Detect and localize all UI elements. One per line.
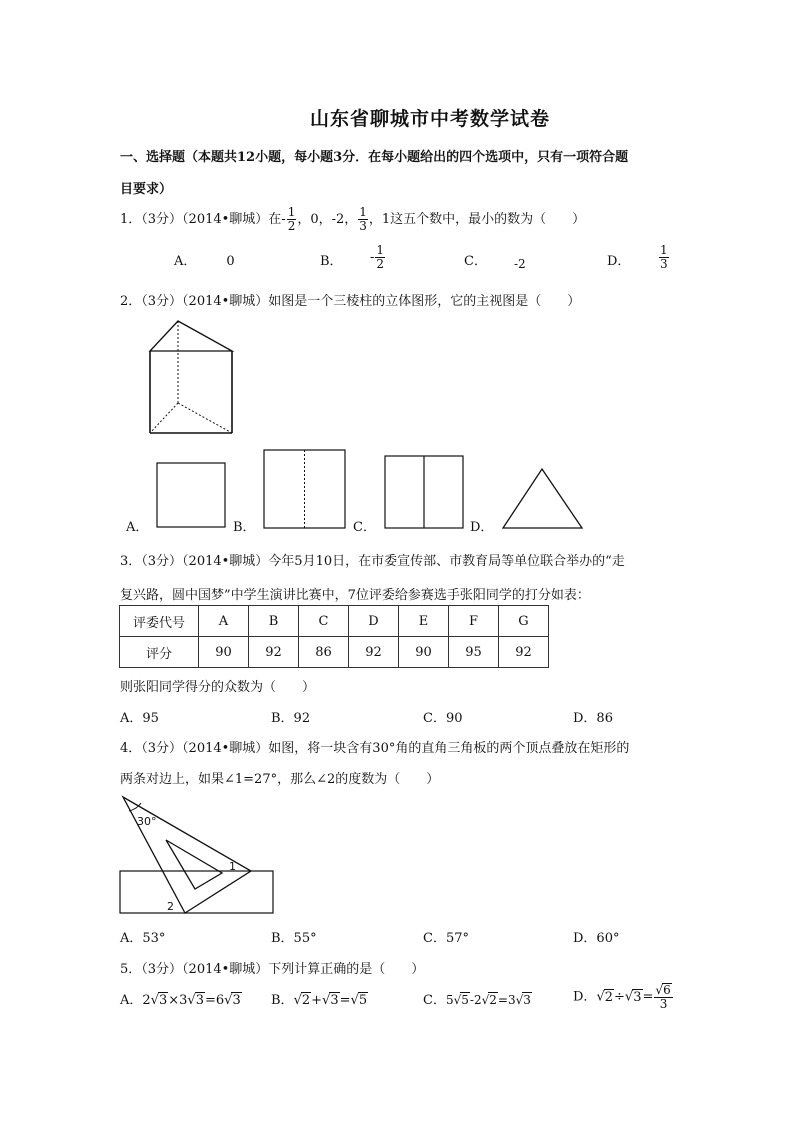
- q1-option-c-value: -2: [514, 257, 526, 271]
- q5-option-b-eq: =: [339, 993, 351, 1008]
- q5-option-c-label: C．: [423, 993, 446, 1008]
- q3-option-a[interactable]: A．95: [120, 711, 159, 726]
- q5-option-d[interactable]: D．√2÷√3= $\frac{√6}{3}$: [573, 983, 671, 1011]
- table-cell: 92: [249, 637, 299, 668]
- q5-option-c-radicand-3: 3: [523, 993, 531, 1007]
- table-row: [120, 606, 549, 637]
- question-1-stem: [120, 206, 585, 233]
- q5-option-b-label: B．: [271, 993, 294, 1008]
- q3-option-b[interactable]: B．92: [271, 711, 311, 726]
- q1-fraction-2-num: 1: [359, 205, 367, 219]
- question-4-stem-line1: 4．（3分）（2014•聊城）如图，将一块含有30°角的直角三角板的两个顶点叠放在矩形的: [120, 741, 630, 756]
- q5-option-b-radicand-1: 2: [301, 993, 311, 1008]
- q1-option-d-label: D．: [607, 254, 631, 269]
- table-cell: 86: [299, 637, 349, 668]
- table-cell: 90: [199, 637, 249, 668]
- question-3-stem-line1: 3．（3分）（2014•聊城）今年5月10日，在市委宣传部、市教育局等单位联合举办的“走: [120, 554, 625, 569]
- q2-option-b-rect-dashed: [263, 449, 347, 531]
- table-cell: D: [349, 606, 399, 637]
- table-cell: B: [249, 606, 299, 637]
- figure-angle-30-label: 30°: [137, 815, 157, 828]
- table-cell: E: [399, 606, 449, 637]
- q5-option-a-op: ×3: [168, 993, 188, 1008]
- q5-option-b-radicand-2: 3: [330, 993, 339, 1008]
- q5-option-a-coef: 2: [142, 993, 151, 1008]
- scores-table: [119, 605, 549, 668]
- q1-option-c[interactable]: [464, 250, 487, 269]
- q1-fraction-1-den: 2: [287, 219, 296, 233]
- q5-option-d-eq: =: [642, 989, 654, 1005]
- table-cell: 95: [449, 637, 499, 668]
- q1-suffix: ，1这五个数中，最小的数为（ ）: [368, 212, 586, 227]
- q5-option-d-radicand-1: 2: [604, 989, 614, 1005]
- table-row: [120, 637, 549, 668]
- q2-option-c-rect-solid: [384, 455, 465, 531]
- q1-option-a-label: A．: [174, 254, 197, 269]
- table-cell: G: [499, 606, 549, 637]
- q2-option-c[interactable]: C．: [353, 520, 376, 535]
- q5-option-b-radicand-3: 5: [358, 993, 368, 1008]
- question-2-stem: 2．（3分）（2014•聊城）如图是一个三棱柱的立体图形，它的主视图是（ ）: [120, 294, 581, 309]
- q1-mid: ，0，-2，: [297, 212, 358, 227]
- table-header-cell: 评分: [120, 637, 199, 668]
- q1-fraction-1-num: 1: [287, 205, 296, 219]
- q5-option-c-result: =3: [497, 993, 516, 1007]
- q5-option-a-radicand-2: 3: [195, 993, 204, 1008]
- q1-option-d-num: 1: [660, 243, 668, 257]
- table-cell: 92: [499, 637, 549, 668]
- q2-option-a-square: [156, 462, 228, 530]
- q5-option-a-radicand-1: 3: [158, 993, 168, 1008]
- q5-option-d-den: 3: [659, 997, 668, 1011]
- q1-option-b-num: 1: [376, 243, 385, 257]
- q1-fraction-2: [358, 206, 368, 233]
- q5-option-a-label: A．: [120, 993, 143, 1008]
- q2-option-a[interactable]: A．: [126, 520, 149, 535]
- q5-option-c-radicand-1: 5: [461, 993, 469, 1007]
- q1-option-b-den: 2: [376, 257, 385, 271]
- question-5-stem: 5．（3分）（2014•聊城）下列计算正确的是（ ）: [120, 962, 425, 977]
- q3-option-c[interactable]: C．90: [423, 711, 463, 726]
- q5-option-c-coef: 5: [445, 993, 454, 1007]
- q1-option-c-label: C．: [464, 254, 487, 269]
- q3-option-d[interactable]: D．86: [573, 711, 613, 726]
- table-header-cell: 评委代号: [120, 606, 199, 637]
- q5-option-d-label: D．: [573, 989, 597, 1005]
- q4-option-a[interactable]: A．53°: [120, 931, 166, 946]
- figure-angle-2-label: 2: [167, 900, 174, 913]
- q1-option-d-value: [658, 244, 670, 271]
- q5-option-c[interactable]: C．5√5-2√2=3√3: [423, 993, 531, 1008]
- page-title: 山东省聊城市中考数学试卷: [309, 108, 550, 130]
- table-cell: A: [199, 606, 249, 637]
- q4-option-d[interactable]: D．60°: [573, 931, 620, 946]
- table-cell: C: [299, 606, 349, 637]
- q2-option-d-triangle: [501, 466, 585, 531]
- question-3-stem-line3: 则张阳同学得分的众数为（ ）: [120, 680, 316, 695]
- q1-fraction-2-den: 3: [359, 219, 367, 233]
- triangle-rectangle-figure: [115, 793, 277, 919]
- table-cell: F: [449, 606, 499, 637]
- prism-figure: [140, 315, 240, 440]
- q5-option-b-op: +: [311, 993, 323, 1008]
- q5-option-c-radicand-2: 2: [489, 993, 497, 1007]
- q1-fraction-1: [287, 206, 297, 233]
- section-heading-line2: 目要求）: [120, 182, 173, 197]
- q5-option-a-result: =6: [205, 993, 225, 1008]
- q1-option-b-sign: -: [370, 250, 375, 265]
- q2-option-d[interactable]: D．: [470, 520, 494, 535]
- q1-option-a-value: 0: [226, 254, 235, 269]
- question-4-stem-line2: 两条对边上，如果∠1=27°，那么∠2的度数为（ ）: [120, 772, 440, 787]
- q5-option-c-op: -2: [469, 993, 482, 1007]
- q1-prefix: 1．（3分）（2014•聊城）在-: [120, 212, 286, 227]
- q5-option-d-radicand-2: 3: [633, 989, 642, 1005]
- question-3-stem-line2: 复兴路，圆中国梦”中学生演讲比赛中，7位评委给参赛选手张阳同学的打分如表：: [120, 588, 590, 603]
- table-cell: 92: [349, 637, 399, 668]
- figure-angle-1-label: 1: [229, 860, 236, 873]
- q1-option-d[interactable]: [607, 250, 630, 269]
- q1-option-b-label: B．: [320, 254, 343, 269]
- section-heading-line1: 一、选择题（本题共12小题，每小题3分．在每小题给出的四个选项中，只有一项符合题: [120, 150, 629, 165]
- q4-option-c[interactable]: C．57°: [423, 931, 469, 946]
- table-cell: 90: [399, 637, 449, 668]
- q5-option-a-radicand-3: 3: [232, 993, 241, 1008]
- q1-option-d-den: 3: [660, 257, 668, 271]
- q1-option-a[interactable]: [174, 250, 235, 269]
- q4-option-b[interactable]: B．55°: [271, 931, 317, 946]
- q5-option-d-num: 6: [663, 983, 671, 997]
- q5-option-b[interactable]: B．√2+√3=√5: [271, 993, 368, 1008]
- q1-option-b-value: [370, 244, 386, 271]
- q5-option-a[interactable]: A．2√3×3√3=6√3: [120, 993, 241, 1008]
- q5-option-d-fraction: $\frac{√6}{3}$: [655, 983, 671, 1011]
- q1-option-b[interactable]: [320, 250, 343, 269]
- q5-option-d-op: ÷: [614, 989, 625, 1005]
- q2-option-b[interactable]: B．: [233, 520, 256, 535]
